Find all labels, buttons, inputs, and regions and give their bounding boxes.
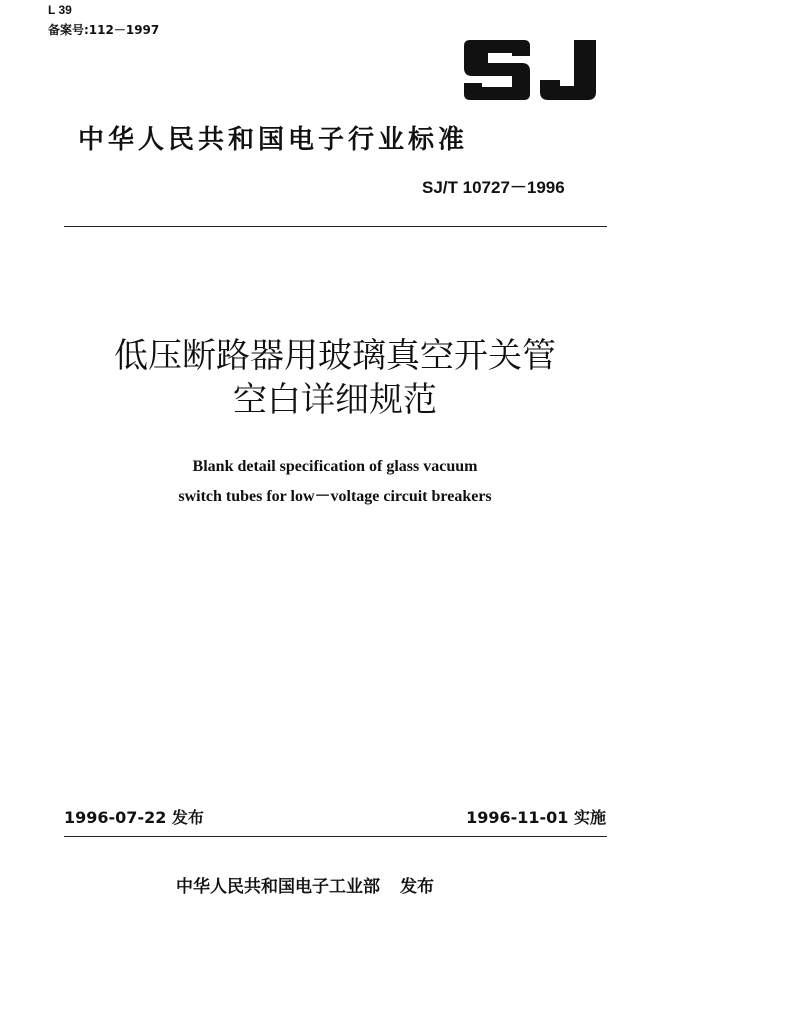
issuing-authority	[176, 874, 434, 900]
industry-standard-heading: 中华人民共和国电子行业标准	[78, 125, 469, 155]
chinese-title	[90, 334, 580, 422]
classification-code: L 39	[48, 3, 72, 17]
english-title	[130, 452, 540, 512]
english-title-line-2: switch tubes for low－voltage circuit breakers	[178, 488, 492, 505]
logo-letter-s	[464, 40, 530, 100]
standard-number: SJ/T 10727－1996	[422, 178, 565, 197]
effective-date: 1996-11-01 实施	[466, 808, 606, 827]
footer-divider	[64, 836, 607, 837]
issuer-name: 中华人民共和国电子工业部	[176, 877, 380, 897]
issuer-verb: 发布	[400, 877, 434, 897]
header-divider	[64, 226, 607, 227]
english-title-line-1: Blank detail specification of glass vacuum	[192, 458, 478, 475]
release-date: 1996-07-22 发布	[64, 808, 204, 827]
record-number: 备案号:112－1997	[48, 23, 160, 37]
sj-logo	[462, 36, 600, 104]
chinese-title-line-2: 空白详细规范	[233, 380, 437, 420]
logo-letter-j	[540, 40, 596, 100]
chinese-title-line-1: 低压断路器用玻璃真空开关管	[114, 336, 556, 376]
